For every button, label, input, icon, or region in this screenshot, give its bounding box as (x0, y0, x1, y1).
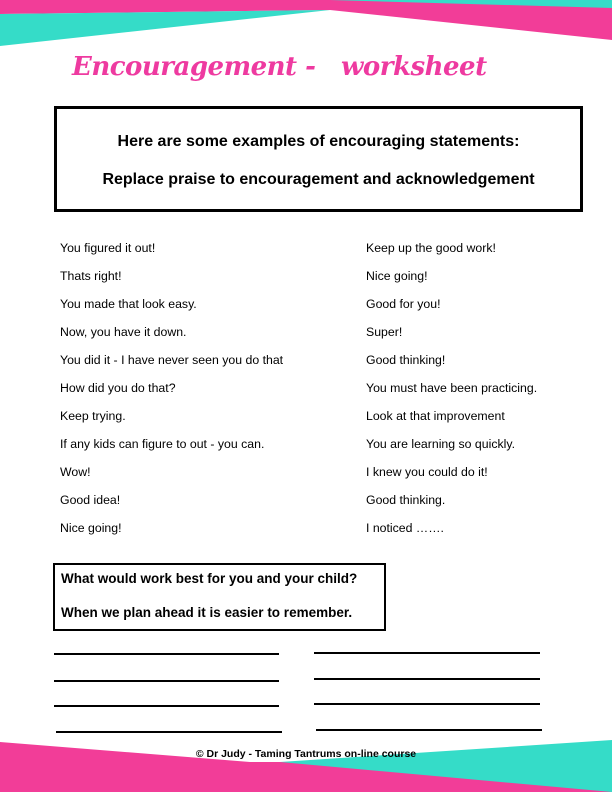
examples-header-box (54, 106, 583, 212)
list-item: Keep up the good work! (366, 241, 496, 255)
header-line-2: Replace praise to encouragement and acknowledgement (102, 171, 535, 188)
list-item: You made that look easy. (60, 297, 197, 311)
list-item: If any kids can figure to out - you can. (60, 437, 265, 451)
list-item: Thats right! (60, 269, 122, 283)
list-item: Nice going! (366, 269, 428, 283)
writing-line[interactable] (314, 678, 540, 680)
list-item: Wow! (60, 465, 91, 479)
right-statements-list (366, 234, 537, 542)
list-item: Nice going! (60, 521, 122, 535)
list-item: You are learning so quickly. (366, 437, 516, 451)
list-item: You must have been practicing. (366, 381, 538, 395)
list-item: Good for you! (366, 297, 441, 311)
writing-line[interactable] (54, 653, 279, 655)
list-item: I noticed ……. (366, 521, 444, 535)
list-item: Good idea! (60, 493, 121, 507)
worksheet-title: Encouragement - worksheet (72, 52, 487, 82)
writing-line[interactable] (314, 703, 540, 705)
reflection-question-box (53, 563, 386, 631)
list-item: You did it - I have never seen you do that (60, 353, 284, 367)
left-statements-list (60, 234, 283, 542)
writing-line[interactable] (316, 729, 542, 731)
writing-line[interactable] (54, 705, 279, 707)
footer-copyright: © Dr Judy - Taming Tantrums on-line course (195, 748, 417, 760)
question-1: What would work best for you and your child? (61, 571, 358, 586)
list-item: Look at that improvement (366, 409, 505, 423)
list-item: Good thinking! (366, 353, 446, 367)
list-item: Now, you have it down. (60, 325, 187, 339)
question-2: When we plan ahead it is easier to remember. (61, 605, 353, 620)
writing-line[interactable] (314, 652, 540, 654)
list-item: Super! (366, 325, 403, 339)
list-item: Good thinking. (366, 493, 446, 507)
list-item: Keep trying. (60, 409, 126, 423)
header-line-1: Here are some examples of encouraging statements: (117, 133, 520, 150)
list-item: I knew you could do it! (366, 465, 488, 479)
top-teal-band (0, 10, 330, 46)
writing-line[interactable] (54, 680, 279, 682)
list-item: You figured it out! (60, 241, 156, 255)
list-item: How did you do that? (60, 381, 176, 395)
writing-line[interactable] (56, 731, 282, 733)
